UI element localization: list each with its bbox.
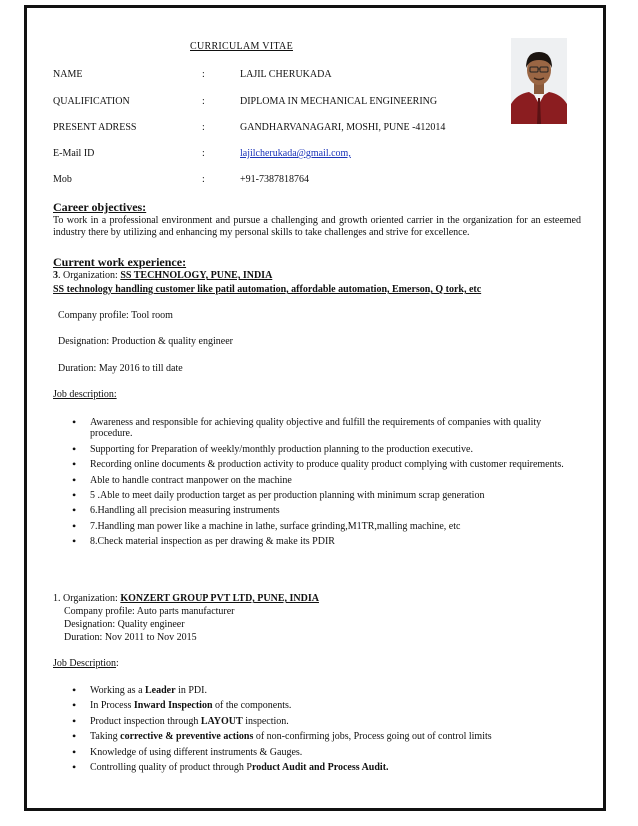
portrait-icon [511,38,567,124]
list-item [72,700,580,711]
previous-duration: Duration: Nov 2011 to Nov 2015 [64,632,197,643]
job-description-colon: : [116,658,119,669]
bullet-text: of non-confirming jobs, Process going out of control limits [253,731,492,743]
bullet-text: Taking [90,731,121,743]
current-clients: SS technology handling customer like patil automation, affordable automation, Emerson, Q tork, etc [53,284,482,295]
previous-org-name: KONZERT GROUP PVT LTD, PUNE, INDIA [120,593,319,604]
previous-job-bullets [72,685,580,777]
bullet-text: in PDI. [175,685,207,696]
career-objectives-text: To work in a professional environment and pursue a challenging and growth oriented carrier in the organization for an esteemed industry there by utilizing and enhancing my personal skills to take challenges and strive for excellence. [53,215,581,238]
info-value-name: LAJIL CHERUKADA [240,69,332,80]
bullet-bold: corrective & preventive actions [120,731,254,743]
previous-job-description-heading [53,658,119,670]
info-value-address: GANDHARVANAGARI, MOSHI, PUNE -412014 [240,122,446,133]
info-label-mobile: Mob [53,174,72,185]
bullet-text: Knowledge of using different instruments & Gauges. [90,746,303,758]
list-item [72,716,580,727]
list-item: • Recording online documents & production activity to produce quality product complying with customer requirements. [72,459,580,470]
current-organization-line [53,270,272,282]
list-item [72,731,580,742]
bullet-bold: LAYOUT [200,715,243,727]
email-link[interactable]: lajilcherukada@gmail.com, [240,148,351,159]
bullet-bold: Leader [145,685,176,696]
info-colon: : [202,122,205,133]
bullet-text: Product inspection through [90,715,201,727]
list-item: • Able to handle contract manpower on the machine [72,475,580,486]
info-value-qualification: DIPLOMA IN MECHANICAL ENGINEERING [240,96,438,107]
list-item: • 8.Check material inspection as per drawing & make its PDIR [72,536,580,547]
info-label-name: NAME [53,69,83,80]
bullet-text: of the components. [212,700,292,712]
info-label-qualification: QUALIFICATION [53,96,130,107]
info-label-address: PRESENT ADRESS [53,122,137,133]
list-item: • 6.Handling all precision measuring instruments [72,505,580,516]
bullet-text: inspection. [242,715,289,727]
bullet-text: Controlling quality of product through P [90,762,252,774]
bullet-text: In Process [90,700,134,712]
org-prefix: . Organization: [58,270,121,281]
job-description-label: Job Description [53,658,117,669]
bullet-text: Working as a [90,685,146,696]
previous-designation: Designation: Quality engineer [64,619,185,630]
current-company-profile: Company profile: Tool room [58,310,173,321]
info-colon: : [202,174,205,185]
current-job-description-heading: Job description: [53,389,117,400]
info-colon: : [202,96,205,107]
list-item [72,747,580,758]
list-item: • 5 .Able to meet daily production target as per production planning with minimum scrap generation [72,490,580,501]
current-org-name: SS TECHNOLOGY, PUNE, INDIA [120,270,273,281]
career-objectives-heading: Career objectives: [53,200,147,214]
org-prefix: 1. Organization: [53,593,121,604]
list-item: • Awareness and responsible for achieving quality objective and fulfill the requirements of companies with quality procedure. [72,417,580,440]
current-work-heading: Current work experience: [53,255,187,269]
current-designation: Designation: Production & quality engineer [58,336,233,347]
info-label-email: E-Mail ID [53,148,95,159]
page-title: CURRICULAM VITAE [190,41,293,52]
org-number: 3 [53,270,58,281]
portrait-photo [511,38,567,124]
previous-company-profile: Company profile: Auto parts manufacturer [64,606,235,617]
current-job-bullets [72,417,580,552]
list-item [72,685,580,696]
info-colon: : [202,69,205,80]
previous-organization-line [53,593,319,605]
list-item: • Supporting for Preparation of weekly/monthly production planning to the production executive. [72,444,580,455]
list-item [72,762,580,773]
current-duration: Duration: May 2016 to till date [58,363,183,374]
info-colon: : [202,148,205,159]
list-item: • 7.Handling man power like a machine in lathe, surface grinding,M1TR,malling machine, etc [72,521,580,532]
bullet-bold: Inward Inspection [133,700,213,712]
info-value-mobile: +91-7387818764 [240,174,309,185]
bullet-bold: roduct Audit and Process Audit. [251,762,389,774]
